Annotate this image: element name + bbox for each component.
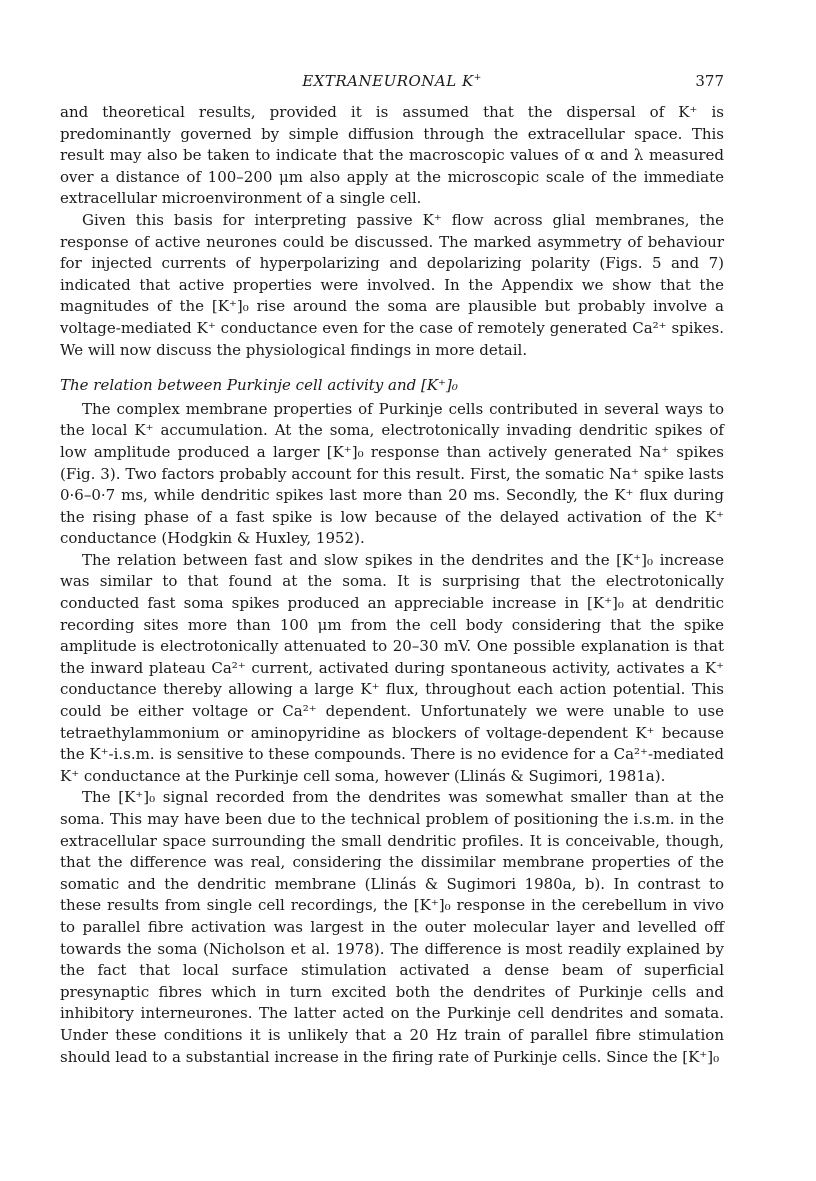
paragraph-passive-flow: Given this basis for interpreting passive K⁺ flow across glial membranes, the response of active neurones could be discussed. The marked asymmetry of behaviour for injected currents of hyperpolarizing and depolarizing polarity (Figs. 5 and 7) indicated that active properties were involved. In the Appendix we show that the magnitudes of the [K⁺]₀ rise around the soma are plausible but probably involve a voltage-mediated K⁺ conductance even for the case of remotely generated Ca²⁺ spikes. We will now discuss the physiological findings in more detail.	[60, 210, 724, 359]
paragraph-membrane-properties: The complex membrane properties of Purkinje cells contributed in several ways to the local K⁺ accumulation. At the soma, electrotonically invading dendritic spikes of low amplitude produced a larger [K⁺]₀ response than actively generated Na⁺ spikes (Fig. 3). Two factors probably account for this result. First, the somatic Na⁺ spike lasts 0·6–0·7 ms, while dendritic spikes last more than 20 ms. Secondly, the K⁺ flux during the rising phase of a fast spike is low because of the delayed activation of the K⁺ conductance (Hodgkin & Huxley, 1952).	[60, 399, 724, 548]
paragraph-dendritic-signal: The [K⁺]₀ signal recorded from the dendrites was somewhat smaller than at the soma. This may have been due to the technical problem of positioning the i.s.m. in the extracellular space surrounding the small dendritic profiles. It is conceivable, though, that the difference was real, considering the dissimilar membrane properties of the somatic and the dendritic membrane (Llinás & Sugimori 1980a, b). In contrast to these results from single cell recordings, the [K⁺]₀ response in the cerebellum in vivo to parallel fibre activation was largest in the outer molecular layer and levelled off towards the soma (Nicholson et al. 1978). The difference is most readily explained by the fact that local surface stimulation activated a dense beam of superficial presynaptic fibres which in turn excited both the dendrites of Purkinje cells and inhibitory interneurones. The latter acted on the Purkinje cell dendrites and somata. Under these conditions it is unlikely that a 20 Hz train of parallel fibre stimulation should lead to a substantial increase in the firing rate of Purkinje cells. Since the [K⁺]₀	[60, 788, 724, 1066]
paragraph-continuation: and theoretical results, provided it is assumed that the dispersal of K⁺ is predominantly governed by simple diffusion through the extracellular space. This result may also be taken to indicate that the macroscopic values of α and λ measured over a distance of 100–200 μm also apply at the microscopic scale of the immediate extracellular microenvironment of a single cell.	[60, 103, 724, 208]
page-number: 377	[695, 72, 724, 90]
running-title-superscript: +	[473, 73, 482, 83]
running-header	[60, 72, 724, 102]
journal-page	[60, 72, 724, 1068]
section-heading: The relation between Purkinje cell activity and [K⁺]₀	[60, 376, 458, 395]
paragraph-fast-slow-spikes: The relation between fast and slow spikes in the dendrites and the [K⁺]₀ increase was similar to that found at the soma. It is surprising that the electrotonically conducted fast soma spikes produced an appreciable increase in [K⁺]₀ at dendritic recording sites more than 100 μm from the cell body considering that the spike amplitude is electrotonically attenuated to 20–30 mV. One possible explanation is that the inward plateau Ca²⁺ current, activated during spontaneous activity, activates a K⁺ conductance thereby allowing a large K⁺ flux, throughout each action potential. This could be either voltage or Ca²⁺ dependent. Unfortunately we were unable to use tetraethylammonium or aminopyridine as blockers of voltage-dependent K⁺ because the K⁺-i.s.m. is sensitive to these compounds. There is no evidence for a Ca²⁺-mediated K⁺ conductance at the Purkinje cell soma, however (Llinás & Sugimori, 1981a).	[60, 550, 724, 785]
running-title-text: EXTRANEURONAL K	[302, 72, 474, 90]
running-title	[60, 72, 724, 90]
